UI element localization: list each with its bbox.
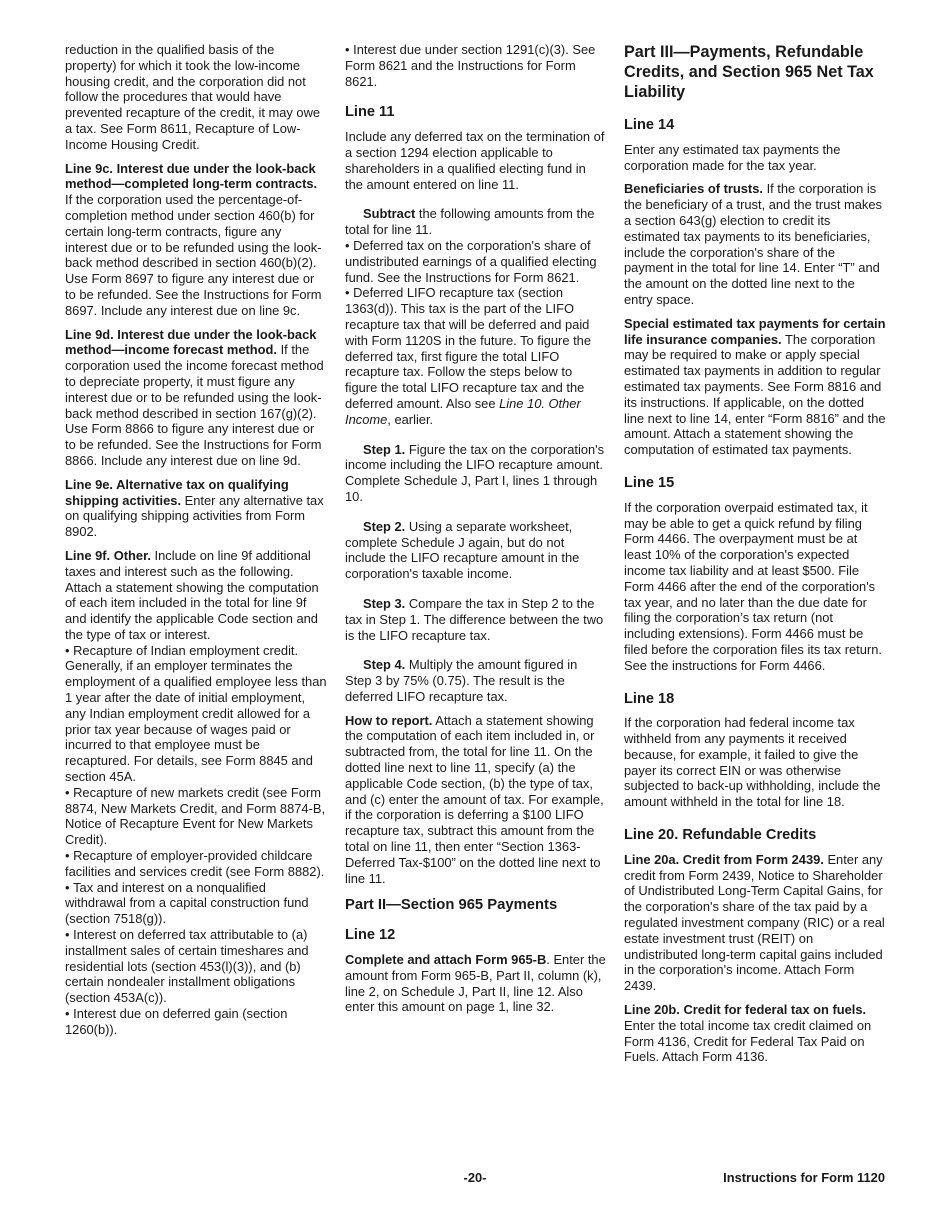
- step-2-paragraph: [345, 519, 607, 582]
- beneficiaries-paragraph: [624, 181, 886, 307]
- step-4-paragraph: [345, 657, 607, 704]
- list-item: • Recapture of employer-provided childcare facilities and services credit (see Form 8882).: [65, 848, 327, 880]
- line-9c-body: If the corporation used the percentage-of-completion method under section 460(b) for certain long-term contracts, figure any interest due or to be refunded using the look-back method described in section 460(b)(2). Use Form 8697 to figure any interest due or to be refunded. See the Instructions for Form 8697. Include any interest due on line 9c.: [65, 192, 322, 318]
- line-20a-paragraph: [624, 852, 886, 994]
- line-20b-label: Line 20b. Credit for federal tax on fuels.: [624, 1002, 867, 1018]
- part-3-heading: Part III—Payments, Refundable Credits, and Section 965 Net Tax Liability: [624, 43, 874, 101]
- special-payments-text: The corporation may be required to make or apply special estimated tax payments in addition to regular estimated tax payments. See Form 8816 and its instructions. If applicable, on the dotted line next to line 14, enter “Form 8816” and the amount. Attach a statement showing the computation of estimated tax payments.: [624, 331, 886, 458]
- line-12-paragraph: [345, 952, 607, 1015]
- step-3-paragraph: [345, 596, 607, 643]
- line-20a-text: Enter any credit from Form 2439, Notice to Shareholder of Undistributed Long-Term Capital Gains, for the corporation's share of the tax paid by a regulated investment company (RIC) or a real estate investment trust (REIT) on undistributed long-term capital gains included in the corporation's income. Attach Form 2439.: [624, 851, 885, 994]
- line-15-heading: Line 15: [624, 474, 675, 491]
- step-2-text: Using a separate worksheet, complete Schedule J again, but do not include the LIFO recapture amount in the corporation's taxable income.: [345, 518, 580, 582]
- subtract-text: the following amounts from the total for line 11.: [345, 206, 595, 238]
- line-12-heading: Line 12: [345, 927, 396, 944]
- cross-reference: Line 10. Other Income: [345, 395, 581, 427]
- line-9f-heading: Line 9f. Other.: [65, 547, 151, 563]
- how-to-report-paragraph: [345, 713, 607, 887]
- beneficiaries-label: Beneficiaries of trusts.: [624, 181, 763, 197]
- line-9f-body: Include on line 9f additional taxes and interest such as the following. Attach a statement showing the computation of each item included in the total for line 9f and identify the applicable Code section and the type of tax or interest.: [65, 547, 319, 642]
- special-payments-paragraph: [624, 316, 886, 458]
- paragraph-intro: reduction in the qualified basis of the property) for which it took the low-income housing credit, and the corporation did not follow the procedures that would have prevented recapture of the credit, it may owe a tax. See Form 8611, Recapture of Low-Income Housing Credit.: [65, 42, 321, 152]
- subtract-paragraph: [345, 206, 607, 238]
- line-12-label: Complete and attach Form 965-B: [345, 952, 547, 968]
- column-2: [345, 42, 607, 1023]
- list-item: • Tax and interest on a nonqualified withdrawal from a capital construction fund (section 7518(g)).: [65, 880, 327, 927]
- line-9d-body: If the corporation used the income forecast method to depreciate property, it must figure any interest due or to be refunded using the look-back method described in section 167(g)(2). Use Form 8866 to figure any interest due or to be refunded. See the Instructions for Form 8866. Include any interest due on line 9d.: [65, 342, 324, 468]
- paragraph-line-9c: [65, 161, 327, 319]
- line-20b-text: Enter the total income tax credit claimed on Form 4136, Credit for Federal Tax Paid on Fuels. Attach Form 4136.: [624, 1017, 872, 1065]
- line-18-heading: Line 18: [624, 690, 675, 707]
- line-20a-label: Line 20a. Credit from Form 2439.: [624, 851, 824, 867]
- step-4-label: Step 4.: [363, 657, 406, 673]
- line-9c-heading: Line 9c. Interest due under the look-back method—completed long-term contracts.: [65, 160, 318, 192]
- lifo-bullet-text: Deferred LIFO recapture tax (section 1363(d)). This tax is the part of the LIFO recapture tax that will be deferred and paid with Form 1120S in the future. To figure the deferred tax, first figure the total LIFO recapture tax. Follow the steps below to figure the total LIFO recapture tax and the deferred amount. Also see: [345, 285, 592, 411]
- column-3: [624, 42, 886, 1073]
- line-11-heading: Line 11: [345, 104, 395, 121]
- page-number: -20-: [463, 1170, 487, 1185]
- step-1-text: Figure the tax on the corporation's income including the LIFO recapture amount. Complete Schedule J, Part I, lines 1 through 10.: [345, 441, 605, 504]
- step-4-text: Multiply the amount figured in Step 3 by 75% (0.75). The result is the deferred LIFO recapture tax.: [345, 657, 578, 704]
- line-12-text: . Enter the amount from Form 965-B, Part II, column (k), line 2, on Schedule J, Part II, line 12. Also enter this amount on page 1, line 32.: [345, 952, 606, 1015]
- beneficiaries-text: If the corporation is the beneficiary of a trust, and the trust makes a section 643(g) election to credit its estimated tax payments to its beneficiaries, include the corporation's share of the payment in the total for line 14. Enter “T” and the amount on the dotted line next to the entry space.: [624, 181, 882, 307]
- list-item: [345, 285, 607, 427]
- how-to-report-text: Attach a statement showing the computation of each item included in, or subtracted from, the total for line 11. On the dotted line next to line 11, specify (a) the applicable Code section, (b) the type of tax, and (c) enter the amount of tax. For example, if the corporation is deferring a $100 LIFO recapture tax, subtract this amount from the total on line 11, then enter “Section 1363-Deferred Tax-$100” on the dotted line next to line 11.: [345, 712, 604, 886]
- part-2-heading: Part II—Section 965 Payments: [345, 897, 558, 914]
- how-to-report-label: How to report.: [345, 712, 433, 728]
- paragraph-line-9f: [65, 548, 327, 643]
- special-payments-label: Special estimated tax payments for certain life insurance companies.: [624, 315, 886, 347]
- list-item: • Interest due under section 1291(c)(3). See Form 8621 and the Instructions for Form 8621.: [345, 42, 607, 89]
- subtract-label: Subtract: [363, 206, 416, 222]
- step-3-label: Step 3.: [363, 595, 406, 611]
- line-20-heading: Line 20. Refundable Credits: [624, 827, 817, 844]
- column-1: [65, 42, 327, 1038]
- list-item: • Recapture of Indian employment credit. Generally, if an employer terminates the employment of a qualified employee less than 1 year after the date of initial employment, any Indian employment credit allowed for a prior tax year because of wages paid or incurred to that employee must be recaptured. For details, see Form 8845 and section 45A.: [65, 643, 327, 785]
- list-item: • Interest due on deferred gain (section 1260(b)).: [65, 1006, 327, 1038]
- line-11-paragraph: Include any deferred tax on the termination of a section 1294 election applicable to shareholders in a qualified electing fund in the amount entered on line 11.: [345, 129, 605, 192]
- paragraph-line-9e: [65, 477, 327, 540]
- footer-form-name: Instructions for Form 1120: [723, 1170, 885, 1185]
- list-item: • Deferred tax on the corporation's share of undistributed earnings of a qualified electing fund. See the Instructions for Form 8621.: [345, 238, 607, 285]
- line-18-paragraph: If the corporation had federal income tax withheld from any payments it received because, for example, it failed to give the payer its correct EIN or was otherwise subjected to back-up withholding, include the amount withheld in the total for line 18.: [624, 715, 881, 810]
- lifo-bullet-end: , earlier.: [387, 411, 434, 427]
- line-9e-body: Enter any alternative tax on qualifying shipping activities from Form 8902.: [65, 492, 324, 540]
- line-9e-heading: Line 9e. Alternative tax on qualifying shipping activities.: [65, 476, 289, 508]
- step-3-text: Compare the tax in Step 2 to the tax in Step 1. The difference between the two is the LIFO recapture tax.: [345, 595, 604, 643]
- line-15-paragraph: If the corporation overpaid estimated tax, it may be able to get a quick refund by filing Form 4466. The overpayment must be at least 10% of the corporation's expected income tax liability and at least $500. File Form 4466 after the end of the corporation's tax year, and no later than the due date for filing the corporation’s tax return (not including extensions). Form 4466 must be filed before the corporation files its tax return. See the instructions for Form 4466.: [624, 499, 882, 673]
- line-14-paragraph: Enter any estimated tax payments the corporation made for the tax year.: [624, 141, 841, 173]
- step-1-label: Step 1.: [363, 441, 406, 457]
- list-item: • Interest on deferred tax attributable to (a) installment sales of certain timeshares and residential lots (section 453(l)(3)), and (b) certain nondealer installment obligations (section 453A(c)).: [65, 927, 327, 1006]
- line-20b-paragraph: [624, 1002, 886, 1065]
- step-1-paragraph: [345, 442, 607, 505]
- line-14-heading: Line 14: [624, 117, 675, 133]
- line-9d-heading: Line 9d. Interest due under the look-back method—income forecast method.: [65, 326, 317, 358]
- step-2-label: Step 2.: [363, 518, 406, 534]
- paragraph-line-9d: [65, 327, 327, 469]
- list-item: • Recapture of new markets credit (see Form 8874, New Markets Credit, and Form 8874-B, Notice of Recapture Event for New Markets Credit).: [65, 785, 327, 848]
